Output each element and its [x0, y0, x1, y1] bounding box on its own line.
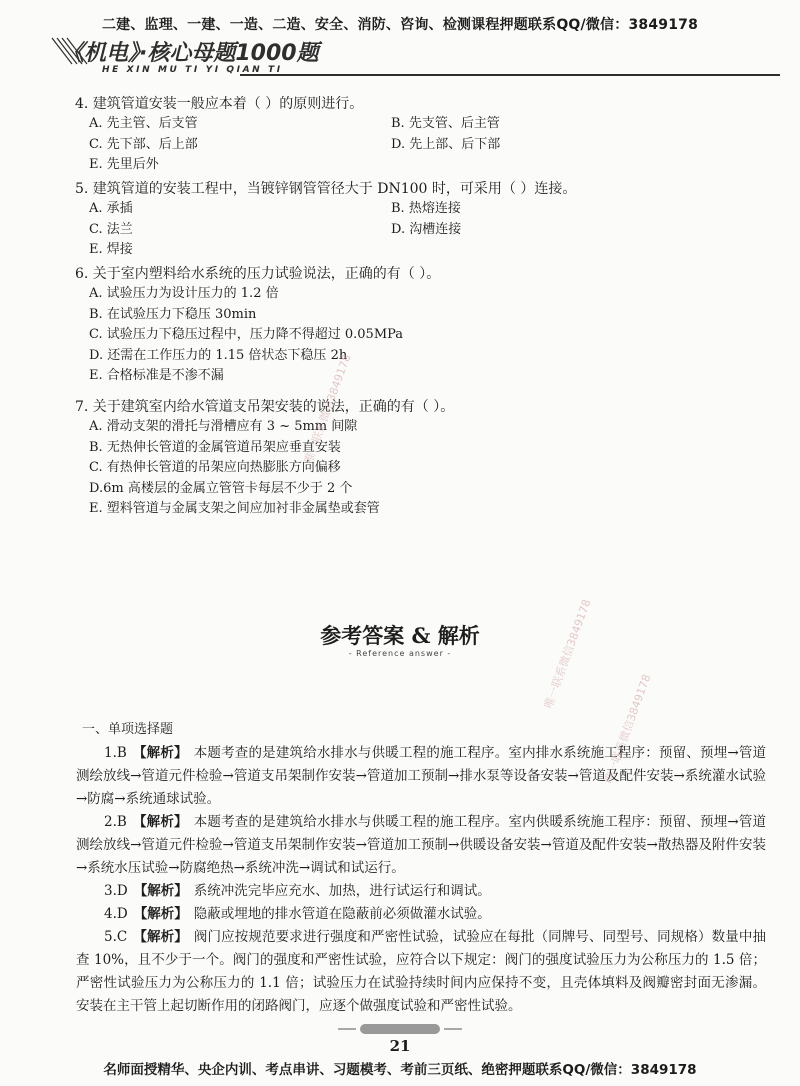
answer-number: 2.B	[104, 814, 127, 830]
analysis-tag: 【解析】	[132, 745, 188, 761]
section-heading: 一、单项选择题	[82, 722, 174, 737]
question-stem: 6. 关于室内塑料给水系统的压力试验说法，正确的有（ ）。	[75, 266, 441, 282]
answer-2	[76, 811, 766, 880]
header-divider	[240, 74, 780, 76]
option-c: C. 试验压力下稳压过程中，压力降不得超过 0.05MPa	[89, 327, 404, 342]
answer-number: 4.D	[104, 906, 128, 922]
option-d: D.6m 高楼层的金属立管管卡每层不少于 2 个	[89, 480, 353, 496]
option-a: A. 先主管、后支管	[89, 116, 198, 131]
analysis-tag: 【解析】	[133, 883, 188, 899]
answer-number: 5.C	[104, 929, 128, 945]
analysis-tag: 【解析】	[133, 906, 188, 922]
option-b: B. 先支管、后主管	[391, 116, 500, 131]
page-number: 21	[389, 1037, 411, 1055]
question-6	[75, 264, 440, 387]
answer-number: 1.B	[104, 745, 127, 761]
option-d: D. 还需在工作压力的 1.15 倍状态下稳压 2h	[89, 347, 348, 363]
question-stem: 4. 建筑管道安装一般应本着（ ）的原则进行。	[75, 96, 364, 112]
option-e: E. 合格标准是不渗不漏	[89, 368, 224, 383]
answer-text: 系统冲洗完毕应充水、加热，进行试运行和调试。	[193, 883, 491, 899]
option-e: E. 塑料管道与金属支架之间应加衬非金属垫或套管	[89, 501, 380, 516]
answer-text: 隐蔽或埋地的排水管道在隐蔽前必须做灌水试验。	[193, 906, 491, 922]
question-stem: 5. 建筑管道的安装工程中，当镀锌钢管管径大于 DN100 时，可采用（ ）连接。	[75, 181, 577, 197]
book-subtitle: HE XIN MU TI YI QIAN TI	[102, 65, 283, 75]
question-options	[89, 199, 693, 261]
answers-subtitle: - Reference answer -	[348, 649, 452, 658]
option-a: A. 试验压力为设计压力的 1.2 倍	[89, 286, 279, 301]
option-b: B. 在试验压力下稳压 30min	[89, 306, 257, 322]
answer-5	[76, 926, 766, 1018]
answers-title: 参考答案 & 解析	[320, 623, 480, 648]
analysis-tag: 【解析】	[133, 929, 188, 945]
question-options	[89, 114, 693, 176]
option-b: B. 无热伸长管道的金属管道吊架应垂直安装	[89, 439, 341, 455]
answer-number: 3.D	[104, 883, 128, 899]
answer-3	[76, 880, 766, 903]
option-b: B. 热熔连接	[391, 201, 461, 216]
footer-contact-banner: 名师面授精华、央企内训、考点串讲、习题模考、考前三页纸、绝密押题联系QQ/微信：3849178	[103, 1062, 697, 1078]
question-5	[75, 179, 693, 261]
question-options	[89, 284, 440, 387]
page-ornament	[338, 1022, 462, 1036]
watermark-text: 唯一联系微信3849178	[601, 672, 654, 786]
book-title: 《机电》·核心母题1000题	[62, 41, 319, 66]
answer-text: 本题考查的是建筑给水排水与供暖工程的施工程序。室内排水系统施工程序：预留、预埋→管道测绘放线→管道元件检验→管道支吊架制作安装→管道加工预制→排水泵等设备安装→管道及配件安装→系统灌水试验→防腐→系统通球试验。	[76, 745, 767, 807]
option-a: A. 承插	[89, 201, 133, 216]
watermark-text: 唯一联系微信3849178	[541, 597, 594, 711]
answer-text: 本题考查的是建筑给水排水与供暖工程的施工程序。室内供暖系统施工程序：预留、预埋→管道测绘放线→管道元件检验→管道支吊架制作安装→管道加工预制→供暖设备安装→管道及配件安装→散热器及附件安装→系统水压试验→防腐绝热→系统冲洗→调试和试运行。	[76, 814, 767, 876]
analysis-tag: 【解析】	[132, 814, 188, 830]
answer-1	[76, 742, 766, 811]
option-a: A. 滑动支架的滑托与滑槽应有 3 ~ 5mm 间隙	[89, 419, 358, 434]
answer-4	[76, 903, 766, 926]
question-options	[89, 417, 454, 520]
question-stem: 7. 关于建筑室内给水管道支吊架安装的说法，正确的有（ ）。	[75, 399, 455, 415]
question-7	[75, 397, 454, 520]
option-d: D. 沟槽连接	[391, 221, 462, 237]
answer-text: 阀门应按规范要求进行强度和严密性试验，试验应在每批（同牌号、同型号、同规格）数量中抽查 10%，且不少于一个。阀门的强度和严密性试验，应符合以下规定：阀门的强度试验压力为公称压力的 1.5 倍；严密性试验压力为公称压力的 1.1 倍；试验压力在试验持续时间内应保持不变，且壳体填料及阀瓣密封面无渗漏。安装在主干管上起切断作用的闭路阀门，应逐个做强度试验和严密性试验。	[76, 929, 767, 1014]
option-c: C. 法兰	[89, 221, 133, 237]
question-4	[75, 94, 693, 176]
option-c: C. 先下部、后上部	[89, 136, 198, 152]
option-d: D. 先上部、后下部	[391, 136, 501, 152]
option-e: E. 焊接	[89, 242, 133, 257]
option-e: E. 先里后外	[89, 157, 159, 172]
header-contact-banner: 二建、监理、一建、一造、二造、安全、消防、咨询、检测课程押题联系QQ/微信：3849178	[101, 17, 699, 33]
watermark-text: 唯一联系微信3849178	[301, 352, 354, 466]
option-c: C. 有热伸长管道的吊架应向热膨胀方向偏移	[89, 460, 341, 475]
